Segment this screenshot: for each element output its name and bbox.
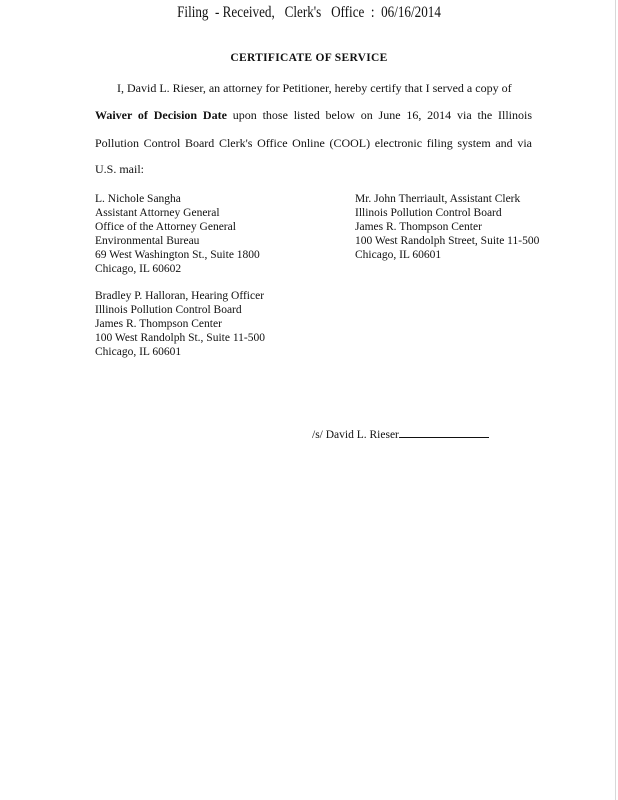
address-line: Assistant Attorney General (95, 207, 220, 219)
filing-stamp: Filing - Received, Clerk's Office : 06/16/2014 (177, 4, 441, 21)
address-line: James R. Thompson Center (95, 318, 222, 330)
address-line: Chicago, IL 60602 (95, 263, 182, 275)
paragraph-line-3 (95, 136, 532, 151)
paragraph-line-2-wrap (95, 108, 532, 123)
address-line: James R. Thompson Center (355, 221, 482, 233)
recipient-address-block (95, 289, 265, 359)
signature-block (312, 427, 489, 441)
address-line: Chicago, IL 60601 (355, 249, 442, 261)
signature-text: /s/ David L. Rieser (312, 429, 399, 441)
address-line: L. Nichole Sangha (95, 193, 181, 205)
paragraph-line-2-text: upon those listed below on June 16, 2014 via the Illinois (226, 108, 532, 122)
address-line: Environmental Bureau (95, 235, 200, 247)
paragraph-line-2 (95, 108, 532, 123)
address-line: Office of the Attorney General (95, 221, 236, 233)
paragraph-line-4 (95, 162, 144, 177)
recipient-address-block (95, 192, 260, 276)
certificate-title: CERTIFICATE OF SERVICE (230, 52, 388, 64)
scan-edge-divider (615, 0, 616, 800)
recipient-address-block (355, 192, 539, 262)
paragraph-line-3-text: Pollution Control Board Clerk's Office Online (COOL) electronic filing system and via (95, 136, 532, 150)
address-line: 69 West Washington St., Suite 1800 (95, 249, 260, 261)
signature-line (399, 427, 489, 438)
address-line: 100 West Randolph Street, Suite 11-500 (355, 235, 540, 247)
address-line: Bradley P. Halloran, Hearing Officer (95, 290, 265, 302)
document-title-bold: Waiver of Decision Date (95, 108, 227, 122)
paragraph-line-1-text: I, David L. Rieser, an attorney for Petitioner, hereby certify that I served a copy of (117, 81, 512, 95)
paragraph-line-4-text: U.S. mail: (95, 162, 145, 176)
address-line: Illinois Pollution Control Board (355, 207, 502, 219)
address-line: Illinois Pollution Control Board (95, 304, 242, 316)
address-line: Mr. John Therriault, Assistant Clerk (355, 193, 521, 205)
address-line: Chicago, IL 60601 (95, 346, 182, 358)
address-line: 100 West Randolph St., Suite 11-500 (95, 332, 265, 344)
paragraph-line-1 (117, 81, 512, 96)
